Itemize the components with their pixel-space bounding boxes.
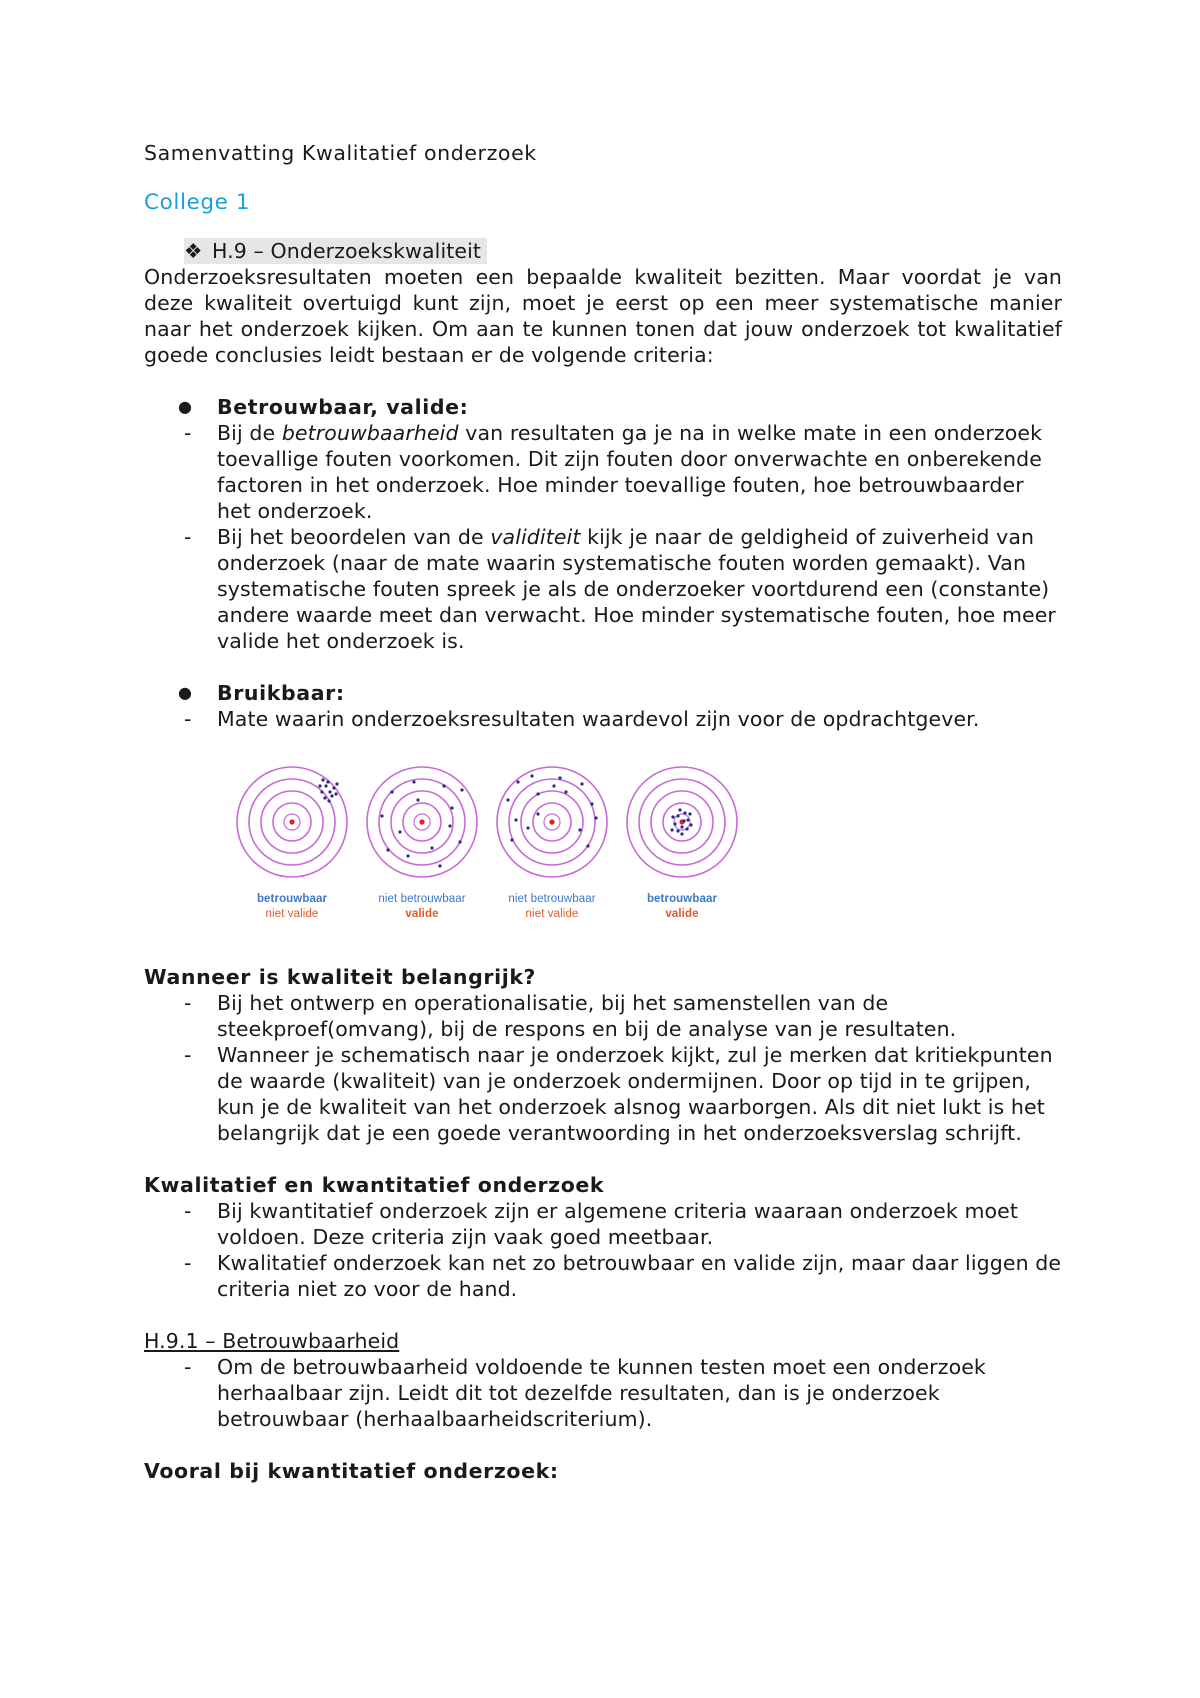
hit-dot	[586, 844, 589, 847]
hit-dot	[673, 822, 676, 825]
hit-dot	[552, 784, 555, 787]
hit-dot	[594, 816, 597, 819]
criteria-item-bruikbaar: - Mate waarin onderzoeksresultaten waardevol zijn voor de opdrachtgever.	[144, 706, 1062, 732]
target-diagram-svg	[232, 762, 752, 892]
target-center-dot	[419, 819, 424, 824]
hit-dot	[406, 854, 409, 857]
hit-dot	[318, 784, 321, 787]
hit-dot	[671, 815, 674, 818]
kwal-item-2: - Kwalitatief onderzoek kan net zo betrouwbaar en valide zijn, maar daar liggen de criteria niet zo voor de hand.	[144, 1250, 1062, 1302]
hit-dot	[328, 790, 331, 793]
hit-dot	[678, 808, 681, 811]
heading-vooral-kwantitatief: Vooral bij kwantitatief onderzoek:	[144, 1459, 559, 1483]
hit-dot	[536, 812, 539, 815]
hit-dot	[438, 864, 441, 867]
hit-dot	[682, 819, 685, 822]
hit-dot	[334, 792, 337, 795]
hit-dot	[526, 826, 529, 829]
target-center-dot	[549, 819, 554, 824]
hit-dot	[680, 832, 683, 835]
h91-item-1: - Om de betrouwbaarheid voldoende te kunnen testen moet een onderzoek herhaalbaar zijn. Leidt dit tot dezelfde resultaten, dan is je onderzoek betrouwbaar (herhaalbaarheidscriterium).	[144, 1354, 1062, 1432]
diamond-bullet-icon: ❖	[184, 239, 203, 263]
hit-dot	[430, 846, 433, 849]
hit-dot	[670, 828, 673, 831]
hit-dot	[380, 814, 383, 817]
target-caption-1: betrouwbaar niet valide	[256, 893, 328, 920]
target-diagram	[232, 762, 752, 942]
hit-dot	[390, 790, 393, 793]
hit-dot	[514, 818, 517, 821]
hit-dot	[590, 802, 593, 805]
hit-dot	[412, 780, 415, 783]
kwal-item-1: - Bij kwantitatief onderzoek zijn er algemene criteria waaraan onderzoek moet voldoen. Deze criteria zijn vaak goed meetbaar.	[144, 1198, 1062, 1250]
target-4	[627, 767, 737, 877]
criteria-heading-betrouwbaar: ● Betrouwbaar, valide:	[144, 394, 1062, 420]
hit-dot	[530, 774, 533, 777]
hit-dot	[324, 784, 327, 787]
hit-dot	[416, 798, 419, 801]
document-title: Samenvatting Kwalitatief onderzoek	[144, 141, 537, 165]
hit-dot	[685, 827, 688, 830]
hit-dot	[510, 838, 513, 841]
criteria-item-betrouwbaarheid: - Bij de betrouwbaarheid van resultaten ga je na in welke mate in een onderzoek toevallige fouten voorkomen. Dit zijn fouten door onverwachte en onberekende factoren in het onderzoek. Hoe minder toevallige fouten, hoe betrouwbaarder het onderzoek.	[144, 420, 1062, 524]
hit-dot	[460, 788, 463, 791]
hit-dot	[323, 796, 326, 799]
hit-dot	[458, 840, 461, 843]
document-body	[144, 140, 1062, 1484]
target-3	[497, 767, 607, 877]
hit-dot	[330, 794, 333, 797]
target-2	[367, 767, 477, 877]
hit-dot	[335, 782, 338, 785]
hit-dot	[536, 792, 539, 795]
hit-dot	[321, 778, 324, 781]
section-heading-h9	[184, 238, 487, 264]
hit-dot	[676, 829, 679, 832]
hit-dot	[689, 823, 692, 826]
hit-dot	[506, 798, 509, 801]
hit-dot	[327, 799, 330, 802]
hit-dot	[442, 784, 445, 787]
hit-dot	[386, 848, 389, 851]
hit-dot	[558, 776, 561, 779]
hit-dot	[580, 782, 583, 785]
hit-dot	[578, 828, 581, 831]
intro-paragraph: Onderzoeksresultaten moeten een bepaalde kwaliteit bezitten. Maar voordat je van deze kwaliteit overtuigd kunt zijn, moet je eerst op een meer systematische manier naar het onderzoek kijken. Om aan te kunnen tonen dat jouw onderzoek tot kwalitatief goede conclusies leidt bestaan er de volgende criteria:	[144, 265, 1062, 367]
target-caption-2: niet betrouwbaar valide	[378, 893, 466, 920]
hit-dot	[683, 811, 686, 814]
target-caption-3: niet betrouwbaar niet valide	[508, 893, 596, 920]
college-heading: College 1	[144, 190, 251, 215]
hit-dot	[320, 790, 323, 793]
heading-h91-betrouwbaarheid: H.9.1 – Betrouwbaarheid	[144, 1329, 400, 1353]
hit-dot	[676, 814, 679, 817]
criteria-item-validiteit: - Bij het beoordelen van de validiteit kijk je naar de geldigheid of zuiverheid van onderzoek (naar de mate waarin systematische fouten worden gemaakt). Van systematische fouten spreek je als de onderzoeker voortdurend een (constante) andere waarde meet dan verwacht. Hoe minder systematische fouten, hoe meer valide het onderzoek is.	[144, 524, 1062, 654]
target-caption-4: betrouwbaar valide	[646, 893, 718, 920]
hit-dot	[448, 824, 451, 827]
hit-dot	[686, 818, 689, 821]
hit-dot	[564, 790, 567, 793]
hit-dot	[450, 806, 453, 809]
hit-dot	[398, 830, 401, 833]
target-center-dot	[289, 819, 294, 824]
criteria-heading-bruikbaar: ● Bruikbaar:	[144, 680, 1062, 706]
h9-heading-text: H.9 – Onderzoekskwaliteit	[212, 239, 482, 263]
hit-dot	[688, 812, 691, 815]
wanneer-item-2: - Wanneer je schematisch naar je onderzoek kijkt, zul je merken dat kritiekpunten de waarde (kwaliteit) van je onderzoek ondermijnen. Door op tijd in te grijpen, kun je de kwaliteit van het onderzoek alsnog waarborgen. Als dit niet lukt is het belangrijk dat je een goede verantwoording in het onderzoeksverslag schrijft.	[144, 1042, 1062, 1146]
heading-kwalitatief-kwantitatief: Kwalitatief en kwantitatief onderzoek	[144, 1173, 605, 1197]
hit-dot	[326, 780, 329, 783]
wanneer-item-1: - Bij het ontwerp en operationalisatie, bij het samenstellen van de steekproef(omvang), bij de respons en bij de analyse van je resultaten.	[144, 990, 1062, 1042]
hit-dot	[680, 825, 683, 828]
target-1	[237, 767, 347, 877]
heading-wanneer: Wanneer is kwaliteit belangrijk?	[144, 965, 537, 989]
hit-dot	[516, 780, 519, 783]
hit-dot	[332, 786, 335, 789]
